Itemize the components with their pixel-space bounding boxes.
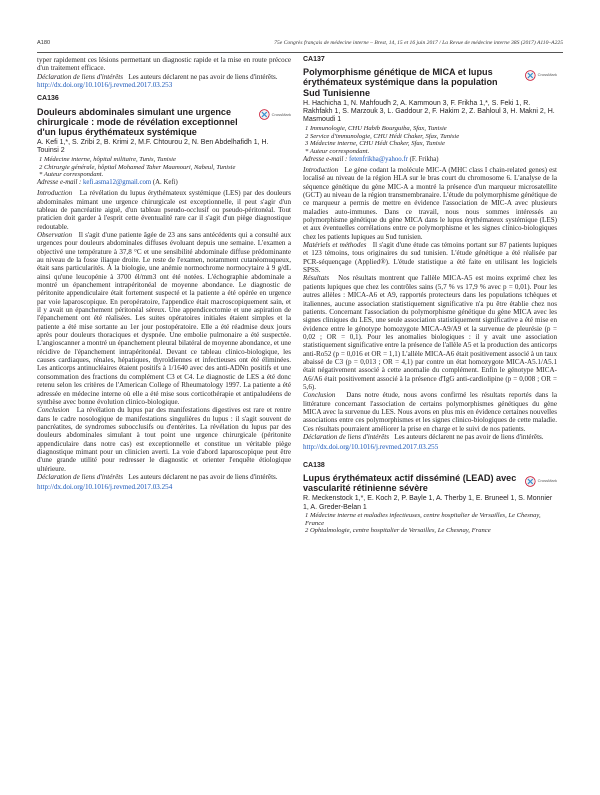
crossmark-label: CrossMark bbox=[537, 477, 557, 483]
abstract-id-ca136: CA136 bbox=[37, 95, 59, 103]
affiliation-ca138-2: 2 Ophtalmologie, centre hospitalier de Versailles, Le Chesnay, France bbox=[305, 527, 491, 535]
abstract-id-ca137: CA137 bbox=[303, 56, 325, 63]
email-line-ca136 bbox=[37, 179, 291, 187]
crossmark-label: CrossMark bbox=[537, 72, 557, 78]
authors-ca137: H. Hachicha 1, N. Mahfoudh 2, A. Kammoun 3, F. Frikha 1,*, S. Feki 1, R. Rakhfakh 1, S. Marzouk 3, L. Gaddour 2, F. Hakim 2, Z. Bahloul 3, H. Makni 2, H. Masmoudi 1 bbox=[303, 99, 555, 124]
crossmark-icon bbox=[525, 70, 536, 81]
results-ca137 bbox=[303, 274, 557, 391]
abstract-id-ca138: CA138 bbox=[303, 461, 325, 469]
observation-label-ca136: Observation bbox=[37, 230, 73, 239]
intro-declaration bbox=[37, 73, 291, 81]
affiliation-ca138-1: 1 Médecine interne et maladies infectieuses, centre hospitalier de Versailles, Le Chesnay, France bbox=[305, 512, 541, 527]
doi-link-ca137[interactable]: http://dx.doi.org/10.1016/j.revmed.2017.03.255 bbox=[303, 443, 439, 452]
crossmark-badge-ca137[interactable] bbox=[525, 69, 557, 81]
abstract-title-ca136: Douleurs abdominales simulant une urgence chirurgicale : mode de révélation exceptionnel d'un lupus érythémateux systémique bbox=[37, 106, 238, 137]
crossmark-icon bbox=[259, 109, 270, 120]
conclusion-text-ca137: Dans notre étude, nous avons confirmé les résultats reportés dans la littérature concernant l'association de certains polymorphismes génétiques du gène MICA avec la survenue du LES. Nous avons en plus mis en évidence certaines nouvelles associations entre ces polymorphismes et les signes clinico-biologiques de cette maladie. Ces résultats pourraient améliorer la prise en charge et le suivi de nos patients. bbox=[303, 391, 557, 433]
email-line-ca137 bbox=[303, 156, 557, 164]
declaration-ca136 bbox=[37, 473, 291, 481]
conclusion-label-ca137: Conclusion bbox=[303, 391, 336, 400]
abstract-title-row-ca138 bbox=[303, 473, 557, 493]
affiliation-ca137-2: 2 Service d'immunologie, CHU Hédi Chaker, Sfax, Tunisie bbox=[305, 132, 460, 140]
abstract-title-row-ca137 bbox=[303, 67, 557, 97]
intro-declaration-label: Déclaration de liens d'intérêts bbox=[37, 72, 124, 81]
abstract-title-ca137: Polymorphisme génétique de MICA et lupus érythémateux systémique dans la population Sud Tunisienne bbox=[303, 67, 498, 98]
declaration-text-ca136: Les auteurs déclarent ne pas avoir de liens d'intérêts. bbox=[128, 472, 278, 481]
conclusion-label-ca136: Conclusion bbox=[37, 406, 70, 415]
abstract-title-row-ca136 bbox=[37, 107, 291, 137]
introduction-label-ca137: Introduction bbox=[303, 166, 339, 174]
authors-ca138: R. Meckenstock 1,*, E. Koch 2, P. Bayle 1, A. Therby 1, E. Bruneel 1, S. Monnier 1, A. Greder-Belan 1 bbox=[303, 495, 553, 511]
declaration-text-ca137: Les auteurs déclarent ne pas avoir de liens d'intérêts. bbox=[394, 433, 544, 441]
email-label-ca136: Adresse e-mail : bbox=[37, 178, 82, 186]
email-name-ca137: (F. Frikha) bbox=[409, 155, 439, 163]
header-rule bbox=[37, 52, 563, 53]
left-column bbox=[37, 56, 291, 492]
authors-ca136: A. Kefi 1,*, S. Zribi 2, B. Krimi 2, M.F. Chtourou 2, N. Ben Abdelhafidh 1, H. Touinsi 2 bbox=[37, 139, 269, 155]
declaration-label-ca136: Déclaration de liens d'intérêts bbox=[37, 472, 124, 481]
introduction-text-ca136: La révélation du lupus érythémateux systémique (LES) par des douleurs abdominales mimant une urgence chirurgicale est exceptionnelle, il peut s'agir d'un tableau de pancréatite aiguë, d'un tableau pseudo-occlusif ou pseudo-péritonéal. Tout praticien doit garder à l'esprit cette éventualité rare car il s'agit d'un piège diagnostique redoutable. bbox=[37, 189, 291, 231]
conclusion-ca137 bbox=[303, 391, 557, 433]
email-name-ca136: (A. Kefi) bbox=[152, 178, 178, 186]
page-header bbox=[37, 40, 563, 52]
introduction-text-ca137: Le gène codant la molécule MIC-A (MHC class I chain-related genes) est localisé au niveau de la région HLA sur le bras court du chromosome 6. L'analyse de la séquence génétique du gène MIC-A a montré la présence d'un marqueur microsatellite (GCT) au niveau de la région transmembranaire. L'étude du polymorphisme génétique de ce marqueur a permis de mettre en évidence l'association de MIC-A avec plusieurs maladies auto-immunes. Dans ce travail, nous nous sommes intéressés au polymorphisme génétique du gène MICA dans le lupus érythémateux systémique (LES) et aux éventuelles corrélations entre ce polymorphisme et les signes clinico-biologiques chez les patients lupiques au Sud tunisien. bbox=[303, 166, 557, 241]
crossmark-icon bbox=[525, 476, 536, 487]
declaration-ca137 bbox=[303, 433, 557, 441]
crossmark-label: CrossMark bbox=[271, 111, 291, 117]
methods-ca137 bbox=[303, 241, 557, 274]
intro-declaration-text: Les auteurs déclarent ne pas avoir de liens d'intérêts. bbox=[128, 72, 278, 81]
email-link-ca136[interactable]: kefi.asma12@gmail.com bbox=[83, 178, 152, 186]
methods-label-ca137: Matériels et méthodes bbox=[303, 241, 367, 250]
conclusion-text-ca136: La révélation du lupus par des manifestations digestives est rare et rentre dans le cadre nosologique de manifestations singulières du lupus : il s'agit souvent de pancréatites, de syndromes subocclusifs ou d'entérites. La révélation du lupus par des douleurs abdominales simulant à tout point une urgence chirurgicale (péritonite appendiculaire dans notre cas) est exceptionnelle et constitue un véritable piège diagnostique mimant pour un clinicien averti. La voie d'abord laparoscopique peut être d'une grande utilité pour redresser le diagnostic et orienter l'enquête étiologique ultérieure. bbox=[37, 406, 291, 473]
affiliation-ca137-1: 1 Immunologie, CHU Habib Bourguiba, Sfax, Tunisie bbox=[305, 124, 447, 132]
doi-link-ca136[interactable]: http://dx.doi.org/10.1016/j.revmed.2017.03.254 bbox=[37, 483, 173, 492]
introduction-ca137 bbox=[303, 166, 557, 241]
corresponding-note-ca136: * Auteur correspondant. bbox=[39, 171, 104, 179]
introduction-ca136 bbox=[37, 189, 291, 231]
crossmark-badge[interactable] bbox=[259, 109, 291, 121]
results-text-ca137: Nos résultats montrent que l'allèle MICA-A5 est moins exprimé chez les patients lupiques que chez les contrôles sains (5,7 % vs 17,9 % avec p = 0,01). Pour les autres allèles : MICA-A6 et A9, rapportés protecteurs dans les populations tchèques et italiennes, aucune association statistiquement significative n'a pu être établie chez nos patients. Concernant l'association du polymorphisme génétique du gène MICA avec les signes cliniques du LES, une seule association statistiquement significative a été mise en évidence entre le génotype homozygote MICA-A9/A9 et la survenue de pleurésie (p = 0,02 ; OR = 0,1). Pour les anomalies biologiques : il y avait une association statistiquement significative entre la présence de l'allèle A5 et la production des anticorps anti-Ro52 (p = 0,016 et OR = 1,1) L'allèle MICA-A6 était positivement associé à un taux abaissé de C3 (p = 0,013 ; OR = 4,1) par contre un état homozygote MICA-A5.1/A5.1 était négativement associé à cette anomalie du complément. Enfin le génotype MICA-A6/A6 était positivement associé à la présence d'IgG anti-cardiolipine (p = 0,008 ; OR = 5,6). bbox=[303, 274, 557, 391]
conclusion-ca136 bbox=[37, 406, 291, 473]
right-column bbox=[303, 56, 557, 535]
methods-text-ca137: Il s'agit d'une étude cas témoins portant sur 87 patients lupiques et 123 témoins, tous originaires du sud tunisien. L'étude génétique a été réalisée par PCR-séquençage (Applied®). L'étude statistique a été faite en utilisant les logiciels SPSS. bbox=[303, 241, 558, 275]
declaration-label-ca137: Déclaration de liens d'intérêts bbox=[303, 433, 390, 441]
intro-paragraph: typer rapidement ces lésions permettant un diagnostic rapide et la mise en route précoce d'un traitement efficace. bbox=[37, 56, 291, 73]
results-label-ca137: Résultats bbox=[303, 274, 330, 283]
email-label-ca137: Adresse e-mail : bbox=[303, 155, 348, 163]
observation-ca136 bbox=[37, 231, 291, 406]
abstract-title-ca138: Lupus érythémateux actif disséminé (LEAD) avec vascularité rétinienne sévère bbox=[303, 473, 517, 494]
affiliation-ca137-3: 3 Médecine interne, CHU Hédi Chaker, Sfax, Tunisie bbox=[305, 140, 445, 148]
journal-line: 75e Congrès français de médecine interne – Brest, 14, 15 et 16 juin 2017 / La Revue de médecine interne 38S (2017) A110–A225 bbox=[274, 40, 563, 46]
email-link-ca137[interactable]: fetenfrikha@yahoo.fr bbox=[349, 155, 408, 163]
corresponding-note-ca137: * Auteur correspondant. bbox=[305, 147, 370, 155]
introduction-label-ca136: Introduction bbox=[37, 189, 73, 198]
affiliation-ca136-2: 2 Chirurgie générale, hôpital Mohamed Taher Maamouri, Nabeul, Tunisie bbox=[39, 163, 236, 171]
affiliation-ca136-1: 1 Médecine interne, hôpital militaire, Tunis, Tunisie bbox=[39, 155, 176, 163]
intro-doi-link[interactable]: http://dx.doi.org/10.1016/j.revmed.2017.03.253 bbox=[37, 81, 173, 90]
page-number: A180 bbox=[37, 40, 51, 46]
observation-text-ca136: Il s'agit d'une patiente âgée de 23 ans sans antécédents qui a consulté aux urgences pour douleurs abdominales diffuses évoluant depuis une semaine. L'examen a objectivé une température à 37,8 °C et une sensibilité abdominale diffuse prédominante au niveau de la fosse iliaque droite. Le reste de l'examen, notamment cutanéomuqueux, était sans particularités. À la biologie, une anémie normochrome normocytaire à 9 g/dL ainsi qu'une leucopénie à 3700 él/mm3 ont été notées. L'échographie abdominale a montré un épanchement intrapéritonéal de moyenne abondance. Le diagnostic de péritonite appendiculaire était fortement suspecté et la patiente a été opérée en urgence par voie laparoscopique. En peropératoire, l'appendice était macroscopiquement sain, et il y avait un épanchement péritonéal séreux. Une appendicectomie et une aspiration de l'épanchement ont été réalisées. Les suites opératoires initiales étaient simples et la patiente a été mise sortante au 1er jour postopératoire. Elle a été réadmise deux jours après pour douleurs thoraciques et dyspnée. Une embolie pulmonaire a été suspectée. L'angioscanner a montré un épanchement pleural bilatéral de moyenne abondance, et une récidive de l'épanchement intrapéritonéal. Devant ce tableau clinico-biologique, les causes cardiaques, rénales, hépatiques, thyroïdiennes et infectieuses ont été éliminées. Les anticorps antinucléaires étaient positifs à 1/1640 avec des anti-ADNn positifs et une consommation des fractions du complément C3 et C4. Le diagnostic de LES a été donc retenu selon les critères de l'American College of Rheumatology 1997. La patiente a été adressée en médecine interne où elle a été mise sous corticothérapie et antipaludéens de synthèse avec bonne évolution clinico-biologique. bbox=[37, 230, 291, 406]
crossmark-badge-ca138[interactable] bbox=[525, 475, 557, 487]
